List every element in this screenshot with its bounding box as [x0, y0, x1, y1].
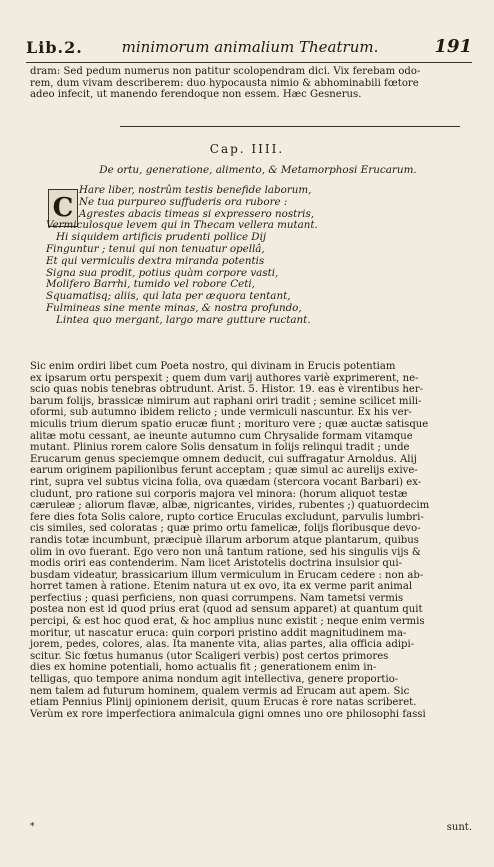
intro-line: rem, dum vivam describerem: duo hypocausta nimio & abhominabili fœtore [30, 77, 419, 89]
body-line: percipi, & est hoc quod erat, & hoc amplius nunc existit ; neque enim vermis [30, 616, 425, 628]
poem-line: Vermiculosque levem qui in Thecam vellera mutant. [46, 219, 318, 232]
body-line: earum originem papilionibus ferunt acceptam ; quæ simul ac aurelijs exive- [30, 465, 418, 477]
body-line: Erucarum genus speciemque omnem deducit, cui suffragatur Arnoldus. Alij [30, 453, 417, 465]
poem-line: Fulmineas sine mente minas, & nostra profundo, [46, 301, 302, 314]
poem-line: Hare liber, nostrûm testis benefide laborum, [79, 184, 312, 196]
poem-line: Finguntur ; tenui qui non tenuatur opellâ, [46, 242, 265, 255]
body-line: modis oriri eas contenderim. Nam licet Aristotelis doctrina insulsior qui- [30, 558, 403, 570]
page-number: 191 [434, 36, 472, 57]
poem-line: Et qui vermiculis dextra miranda potentis [46, 254, 265, 267]
intro-line: dram: Sed pedum numerus non patitur scolopendram dici. Vix ferebam odo- [30, 66, 421, 77]
body-line: cæruleæ ; aliorum flavæ, albæ, nigricantes, virides, rubentes ;) quatuordecim [30, 500, 430, 512]
body-line: cis similes, sed coloratas ; quæ primo ortu famelicæ, folijs floribusque devo- [30, 523, 421, 535]
body-line: olim in ovo fuerant. Ego vero non unâ tantum ratione, sed his singulis vijs & [30, 546, 421, 558]
section-rule [120, 126, 460, 127]
intro-paragraph [30, 66, 468, 101]
running-header [26, 36, 474, 60]
body-line: cludunt, pro ratione sui corporis majora vel minora: (horum aliquot testæ [30, 488, 408, 500]
body-line: moritur, ut nascatur eruca: quin corpori pristino addit magnitudinem ma- [30, 627, 407, 639]
body-line: busdam videatur, brassicarium illum vermiculum in Erucam cedere : non ab- [30, 569, 424, 581]
body-text [30, 361, 468, 720]
body-line: etiam Pennius Plinij opinionem derisit, quum Erucas è rore natas scriberet. [30, 697, 417, 709]
poem-line: Hi siquidem artificis prudenti pollice Dij [56, 231, 267, 244]
body-line: scio quas nobis tenebras obtrudunt. Arist. 5. Histor. 19. eas è virentibus her- [30, 384, 424, 396]
catchword: sunt. [446, 822, 472, 833]
body-line: randis totæ incumbunt, præcipuè illarum arborum atque plantarum, quibus [30, 534, 419, 546]
signature-mark: * [30, 822, 35, 832]
poem-line: Agrestes abacis timeas si expressero nostris, [79, 207, 315, 220]
body-line: miculis trium dierum spatio erucæ fiunt ; morituro vere ; quæ auctæ satisque [30, 418, 429, 430]
intro-line: adeo infecit, ut manendo ferendoque non essem. Hæc Gesnerus. [30, 89, 362, 101]
body-line: mutant. Plinius rorem calore Solis densatum in folijs relinqui tradit ; unde [30, 442, 410, 454]
body-line: Verùm ex rore imperfectiora animalcula gigni omnes uno ore philosophi fassi [30, 708, 426, 720]
book-number: Lib.2. [26, 38, 83, 57]
body-line: jorem, pedes, colores, alas. Ita manente vita, alias partes, alia officia adipi- [30, 639, 415, 651]
running-title: minimorum animalium Theatrum. [121, 38, 379, 56]
body-line: perfectius ; quasi perficiens, non quasi corrumpens. Nam tametsi vermis [30, 592, 404, 604]
body-line: horret tamen à ratione. Etenim natura ut ex ovo, ita ex verme parit animal [30, 581, 413, 593]
body-line: nem talem ad futurum hominem, qualem vermis ad Erucam aut apem. Sic [30, 685, 410, 697]
poem-line: Lintea quo mergant, largo mare gutture ructant. [56, 313, 311, 326]
body-line: dies ex homine potentiali, homo actualis fit ; generationem enim in- [30, 662, 377, 674]
body-line: ex ipsarum ortu perspexit ; quem dum varij authores variè exprimerent, ne- [30, 372, 419, 384]
poem-line: Molifero Barrhi, tumido vel robore Ceti, [46, 278, 255, 291]
body-line: scitur. Sic fœtus humanus (utor Scaligeri verbis) post certos primores [30, 650, 389, 662]
body-line: postea non est id quod prius erat (quod ad sensum apparet) at quantum quit [30, 604, 423, 616]
header-rule [26, 62, 472, 63]
body-line: alitæ motu cessant, ae ineunte autumno cum Chrysalide formam vitamque [30, 430, 413, 442]
chapter-heading: Cap. IIII. [209, 142, 285, 156]
body-line: barum folijs, brassicæ nimirum aut raphani oriri tradit ; semine scilicet mili- [30, 395, 422, 407]
body-line: oformi, sub autumno ibidem relicto ; unde vermiculi nascuntur. Ex his ver- [30, 407, 412, 419]
body-line: Sic enim ordiri libet cum Poeta nostro, qui divinam in Erucis potentiam [30, 361, 396, 372]
decorated-initial: C [48, 189, 78, 227]
poem [46, 185, 346, 327]
body-line: telligas, quo tempore anima nondum agit intellectiva, genere proportio- [30, 674, 399, 686]
chapter-subtitle: De ortu, generatione, alimento, & Metamorphosi Erucarum. [99, 164, 417, 176]
poem-line: Signa sua prodit, potius quàm corpore vasti, [46, 266, 279, 279]
body-line: fere dies fota Solis calore, rupto cortice Eruculas excludunt, parvulis lumbri- [30, 511, 424, 523]
body-line: rint, supra vel subtus vicina folia, ova quædam (stercora vocant Barbari) ex- [30, 476, 422, 488]
poem-line: Ne tua purpureo suffuderis ora rubore : [79, 195, 288, 208]
poem-line: Squamatisq; aliis, qui lata per æquora tentant, [46, 290, 291, 303]
